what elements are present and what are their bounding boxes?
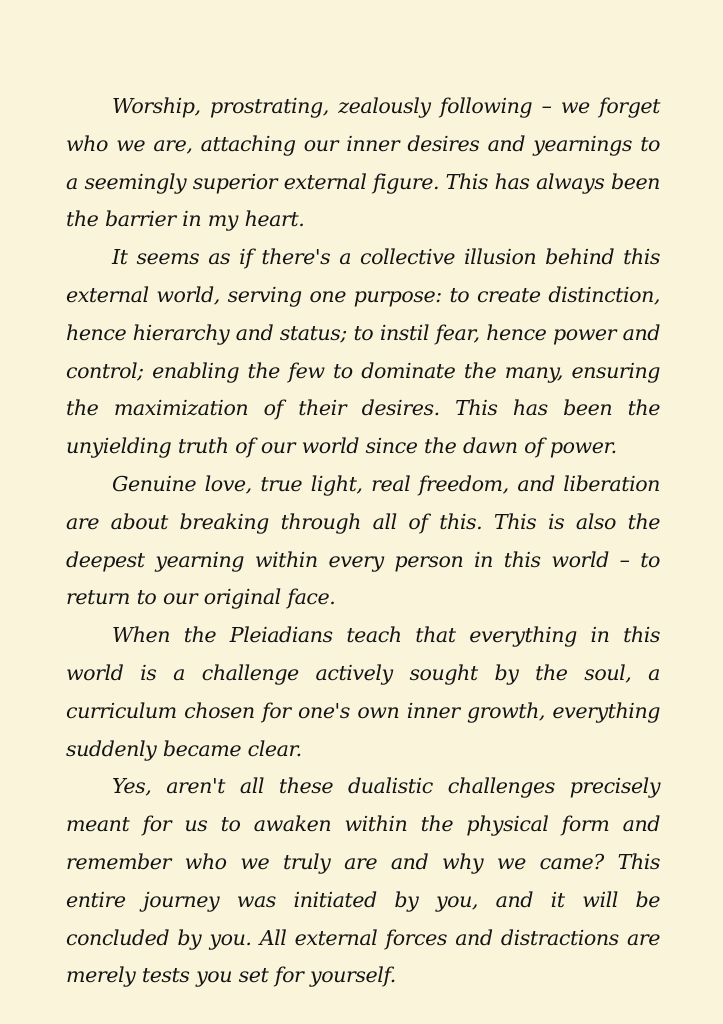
paragraph-1: Worship, prostrating, zealously following – we forget who we are, attaching our inner desires and yearnings to a seemingly superior external figure. This has always been the barrier in my heart. [66, 94, 660, 232]
paragraph-4: When the Pleiadians teach that everything in this world is a challenge actively sought by the soul, a curriculum chosen for one's own inner growth, everything suddenly became clear. [66, 623, 660, 761]
document-body [66, 88, 660, 988]
paragraph-2: It seems as if there's a collective illusion behind this external world, serving one purpose: to create distinction, hence hierarchy and status; to instil fear, hence power and control; enabling the few to dominate the many, ensuring the maximization of their desires. This has been the unyielding truth of our world since the dawn of power. [66, 245, 660, 459]
paragraph-3: Genuine love, true light, real freedom, and liberation are about breaking through all of this. This is also the deepest yearning within every person in this world – to return to our original face. [66, 471, 660, 610]
paragraph-5: Yes, aren't all these dualistic challenges precisely meant for us to awaken within the physical form and remember who we truly are and why we came? This entire journey was initiated by you, and it will be concluded by you. All external forces and distractions are merely tests you set for yourself. [66, 774, 660, 988]
